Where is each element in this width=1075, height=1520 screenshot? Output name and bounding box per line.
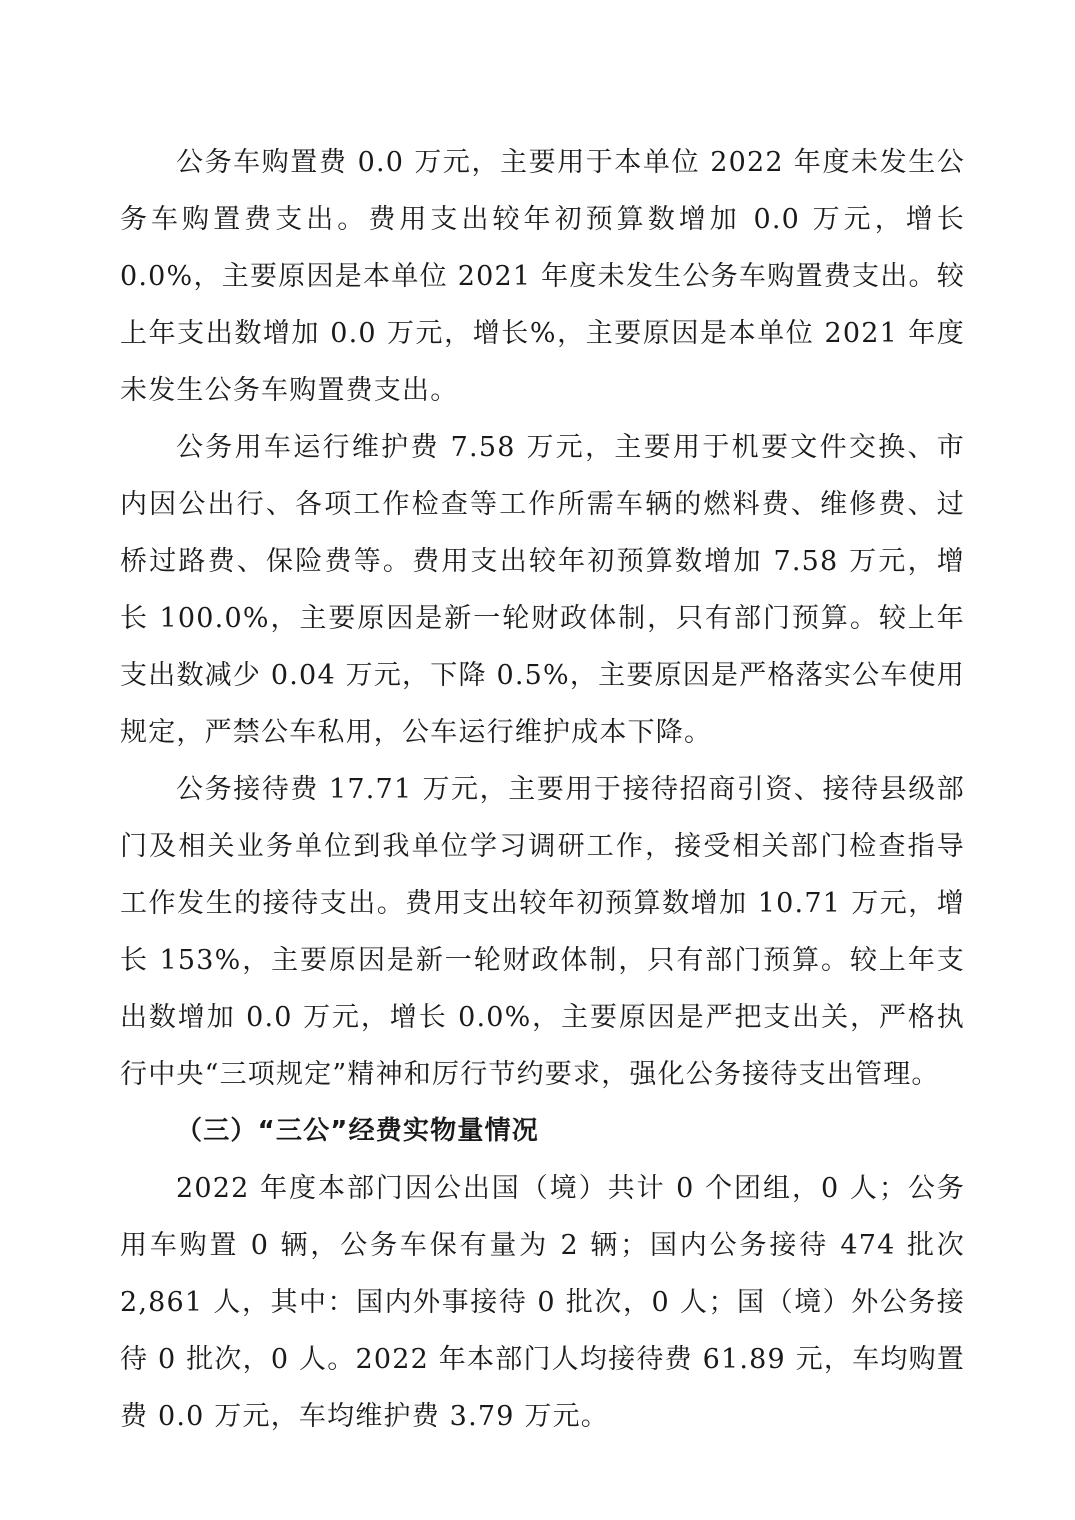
- paragraph-vehicle-maintenance: 公务用车运行维护费 7.58 万元，主要用于机要文件交换、市内因公出行、各项工作检查等工作所需车辆的燃料费、维修费、过桥过路费、保险费等。费用支出较年初预算数增加 7.58 万元，增长 100.0%，主要原因是新一轮财政体制，只有部门预算。较上年支出数减少 0.04 万元，下降 0.5%，主要原因是严格落实公车使用规定，严禁公车私用，公车运行维护成本下降。: [120, 432, 965, 748]
- paragraph-reception-expense: 公务接待费 17.71 万元，主要用于接待招商引资、接待县级部门及相关业务单位到我单位学习调研工作，接受相关部门检查指导工作发生的接待支出。费用支出较年初预算数增加 10.71 万元，增长 153%，主要原因是新一轮财政体制，只有部门预算。较上年支出数增加 0.0 万元，增长 0.0%，主要原因是严把支出关，严格执行中央“三项规定”精神和厉行节约要求，强化公务接待支出管理。: [120, 774, 965, 1090]
- paragraph-physical-quantity: 2022 年度本部门因公出国（境）共计 0 个团组，0 人；公务用车购置 0 辆，公务车保有量为 2 辆；国内公务接待 474 批次 2,861 人，其中：国内外事接待 0 批次，0 人；国（境）外公务接待 0 批次，0 人。2022 年本部门人均接待费 61.89 元，车均购置费 0.0 万元，车均维护费 3.79 万元。: [120, 1173, 965, 1432]
- section-heading: （三）“三公”经费实物量情况: [176, 1116, 539, 1146]
- document-body: [120, 134, 965, 1445]
- paragraph-vehicle-purchase: 公务车购置费 0.0 万元，主要用于本单位 2022 年度未发生公务车购置费支出。费用支出较年初预算数增加 0.0 万元，增长 0.0%，主要原因是本单位 2021 年度未发生公务车购置费支出。较上年支出数增加 0.0 万元，增长%，主要原因是本单位 2021 年度未发生公务车购置费支出。: [120, 147, 965, 406]
